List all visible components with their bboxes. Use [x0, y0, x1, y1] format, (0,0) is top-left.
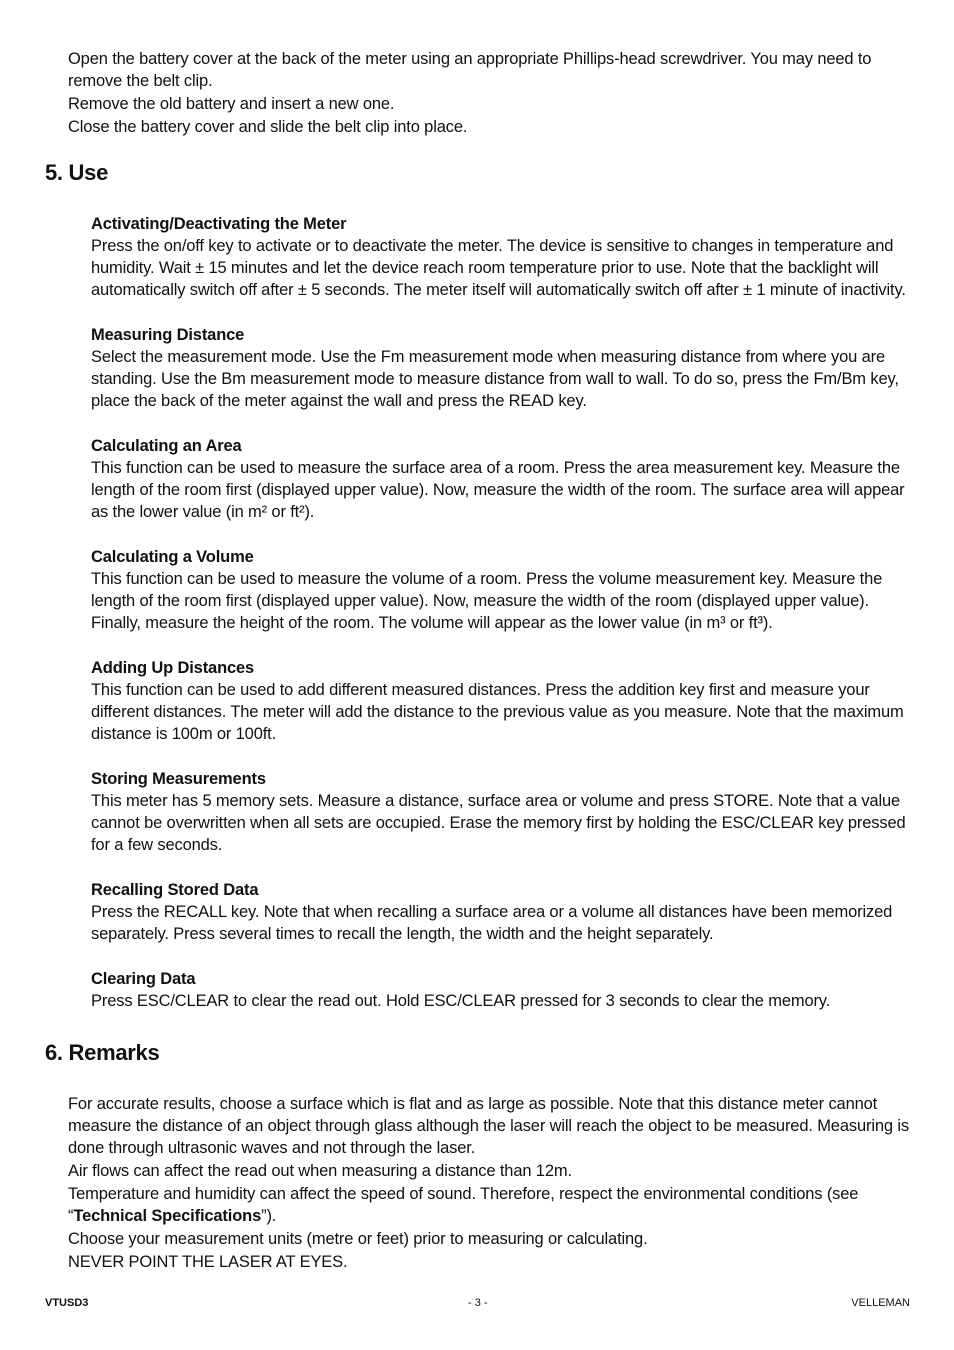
remark-1: For accurate results, choose a surface which is flat and as large as possible. Note that this distance meter cannot measure the distance of an object through glass although the laser will reach the object to be measured. Measuring is done through ultrasonic waves and not through the laser.: [68, 1095, 909, 1157]
footer-model: VTUSD3: [45, 1297, 89, 1309]
section-clearing: [91, 968, 921, 1012]
remarks-body: [68, 1093, 918, 1274]
section-body: Press the on/off key to activate or to deactivate the meter. The device is sensitive to changes in temperature and humidity. Wait ± 15 minutes and let the device reach room temperature prior to use. Note that the backlight will automatically switch off after ± 5 seconds. The meter itself will automatically switch off after ± 1 minute of inactivity.: [91, 237, 906, 299]
use-sections: [91, 213, 921, 1035]
section-title: Adding Up Distances: [91, 659, 255, 677]
battery-step-1: Open the battery cover at the back of the meter using an appropriate Phillips-head screwdriver. You may need to remove the belt clip.: [68, 50, 872, 90]
section-title: Recalling Stored Data: [91, 881, 259, 899]
section-volume: [91, 546, 921, 634]
use-heading: 5. Use: [45, 160, 109, 185]
battery-step-3: Close the battery cover and slide the belt clip into place.: [68, 118, 468, 136]
footer-page-number: - 3 -: [468, 1297, 488, 1309]
remark-3-end: ”).: [261, 1207, 277, 1225]
remarks-heading: 6. Remarks: [45, 1040, 160, 1065]
section-body: This meter has 5 memory sets. Measure a distance, surface area or volume and press STORE. Note that a value cannot be overwritten when all sets are occupied. Erase the memory first by holding the ESC/CLEAR key pressed for a few seconds.: [91, 792, 906, 854]
remark-2: Air flows can affect the read out when measuring a distance than 12m.: [68, 1162, 572, 1180]
footer-brand: VELLEMAN: [851, 1297, 910, 1309]
section-body: This function can be used to add different measured distances. Press the addition key first and measure your different distances. The meter will add the distance to the previous value as you measure. Note that the maximum distance is 100m or 100ft.: [91, 681, 904, 743]
section-title: Storing Measurements: [91, 770, 266, 788]
section-measuring-distance: [91, 324, 921, 412]
remark-3-text: Temperature and humidity can affect the speed of sound. Therefore, respect the environmental conditions (see “: [68, 1185, 859, 1225]
section-title: Calculating a Volume: [91, 548, 254, 566]
remark-3: [68, 1183, 918, 1227]
section-title: Clearing Data: [91, 970, 196, 988]
section-body: Press the RECALL key. Note that when recalling a surface area or a volume all distances have been memorized separately. Press several times to recall the length, the width and the height separately.: [91, 903, 893, 943]
battery-instructions: [68, 48, 918, 139]
section-recalling: [91, 879, 921, 945]
section-activating: [91, 213, 921, 301]
section-title: Calculating an Area: [91, 437, 242, 455]
remark-5: NEVER POINT THE LASER AT EYES.: [68, 1253, 348, 1271]
section-adding: [91, 657, 921, 745]
section-title: Activating/Deactivating the Meter: [91, 215, 347, 233]
section-body: Select the measurement mode. Use the Fm measurement mode when measuring distance from where you are standing. Use the Bm measurement mode to measure distance from wall to wall. To do so, press the Fm/Bm key, place the back of the meter against the wall and press the READ key.: [91, 348, 899, 410]
section-body: This function can be used to measure the surface area of a room. Press the area measurement key. Measure the length of the room first (displayed upper value). Now, measure the width of the room. The surface area will appear as the lower value (in m² or ft²).: [91, 459, 905, 521]
section-title: Measuring Distance: [91, 326, 245, 344]
battery-step-2: Remove the old battery and insert a new one.: [68, 95, 395, 113]
section-storing: [91, 768, 921, 856]
section-area: [91, 435, 921, 523]
remark-4: Choose your measurement units (metre or feet) prior to measuring or calculating.: [68, 1230, 648, 1248]
technical-specifications-ref: Technical Specifications: [73, 1207, 262, 1225]
section-body: This function can be used to measure the volume of a room. Press the volume measurement key. Measure the length of the room first (displayed upper value). Now, measure the width of the room (displayed upper value). Finally, measure the height of the room. The volume will appear as the lower value (in m³ or ft³).: [91, 570, 883, 632]
section-body: Press ESC/CLEAR to clear the read out. Hold ESC/CLEAR pressed for 3 seconds to clear the memory.: [91, 992, 831, 1010]
